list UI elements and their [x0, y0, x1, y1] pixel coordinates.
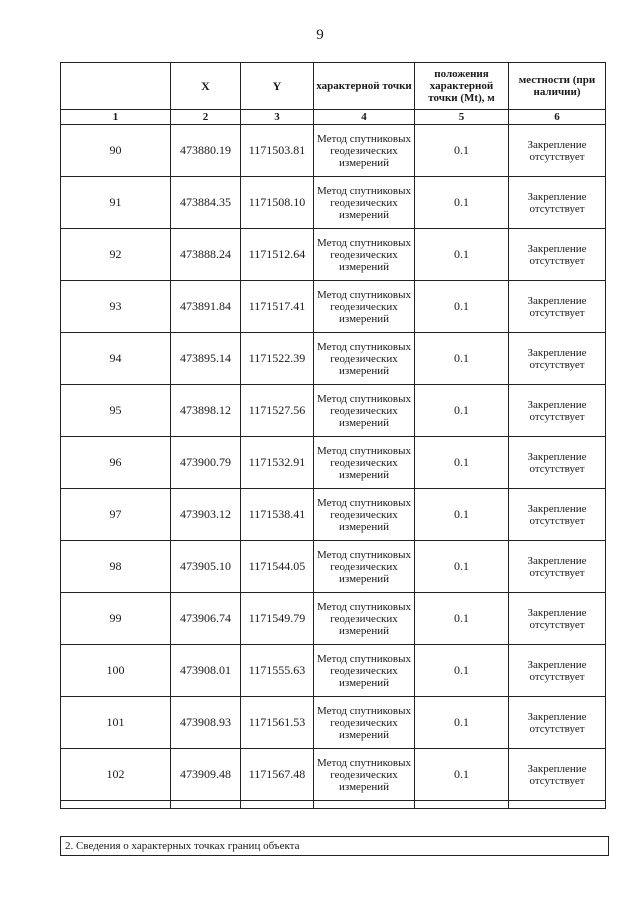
- empty-cell: [314, 801, 415, 809]
- header-cell-x: X: [171, 63, 241, 110]
- point-number-cell: 98: [61, 541, 171, 593]
- fixation-cell: Закрепление отсутствует: [509, 697, 606, 749]
- fixation-cell: Закрепление отсутствует: [509, 333, 606, 385]
- x-coordinate-cell: 473891.84: [171, 281, 241, 333]
- y-coordinate-cell: 1171561.53: [241, 697, 314, 749]
- point-number-cell: 92: [61, 229, 171, 281]
- table-row: [61, 489, 606, 541]
- x-coordinate-cell: 473888.24: [171, 229, 241, 281]
- method-cell: Метод спутниковых геодезических измерений: [314, 125, 415, 177]
- accuracy-cell: 0.1: [415, 229, 509, 281]
- table-row: [61, 125, 606, 177]
- point-number-cell: 90: [61, 125, 171, 177]
- accuracy-cell: 0.1: [415, 645, 509, 697]
- method-cell: Метод спутниковых геодезических измерений: [314, 645, 415, 697]
- header-cell-method: характерной точки: [314, 63, 415, 110]
- fixation-cell: Закрепление отсутствует: [509, 229, 606, 281]
- method-cell: Метод спутниковых геодезических измерений: [314, 333, 415, 385]
- point-number-cell: 100: [61, 645, 171, 697]
- table-row: [61, 697, 606, 749]
- accuracy-cell: 0.1: [415, 489, 509, 541]
- fixation-cell: Закрепление отсутствует: [509, 749, 606, 801]
- point-number-cell: 95: [61, 385, 171, 437]
- x-coordinate-cell: 473898.12: [171, 385, 241, 437]
- empty-cell: [415, 801, 509, 809]
- y-coordinate-cell: 1171549.79: [241, 593, 314, 645]
- header-cell: [61, 63, 171, 110]
- y-coordinate-cell: 1171527.56: [241, 385, 314, 437]
- y-coordinate-cell: 1171544.05: [241, 541, 314, 593]
- x-coordinate-cell: 473909.48: [171, 749, 241, 801]
- table-row: [61, 593, 606, 645]
- y-coordinate-cell: 1171555.63: [241, 645, 314, 697]
- column-number: 3: [241, 110, 314, 125]
- accuracy-cell: 0.1: [415, 385, 509, 437]
- x-coordinate-cell: 473895.14: [171, 333, 241, 385]
- header-cell-accuracy: положения характерной точки (Mt), м: [415, 63, 509, 110]
- x-coordinate-cell: 473906.74: [171, 593, 241, 645]
- empty-cell: [61, 801, 171, 809]
- table-row: [61, 177, 606, 229]
- accuracy-cell: 0.1: [415, 541, 509, 593]
- column-number: 6: [509, 110, 606, 125]
- section-title: 2. Сведения о характерных точках границ объекта: [60, 836, 609, 856]
- fixation-cell: Закрепление отсутствует: [509, 177, 606, 229]
- fixation-cell: Закрепление отсутствует: [509, 281, 606, 333]
- header-cell-y: Y: [241, 63, 314, 110]
- method-cell: Метод спутниковых геодезических измерений: [314, 489, 415, 541]
- accuracy-cell: 0.1: [415, 281, 509, 333]
- y-coordinate-cell: 1171522.39: [241, 333, 314, 385]
- point-number-cell: 96: [61, 437, 171, 489]
- accuracy-cell: 0.1: [415, 593, 509, 645]
- method-cell: Метод спутниковых геодезических измерений: [314, 437, 415, 489]
- table-row: [61, 749, 606, 801]
- y-coordinate-cell: 1171508.10: [241, 177, 314, 229]
- header-cell-fixation: местности (при наличии): [509, 63, 606, 110]
- x-coordinate-cell: 473884.35: [171, 177, 241, 229]
- column-number: 1: [61, 110, 171, 125]
- accuracy-cell: 0.1: [415, 437, 509, 489]
- table-header-row: [61, 63, 606, 110]
- method-cell: Метод спутниковых геодезических измерений: [314, 593, 415, 645]
- accuracy-cell: 0.1: [415, 749, 509, 801]
- table-row: [61, 437, 606, 489]
- accuracy-cell: 0.1: [415, 125, 509, 177]
- point-number-cell: 91: [61, 177, 171, 229]
- empty-cell: [241, 801, 314, 809]
- column-number: 2: [171, 110, 241, 125]
- point-number-cell: 93: [61, 281, 171, 333]
- table-row: [61, 229, 606, 281]
- method-cell: Метод спутниковых геодезических измерений: [314, 697, 415, 749]
- method-cell: Метод спутниковых геодезических измерений: [314, 281, 415, 333]
- x-coordinate-cell: 473903.12: [171, 489, 241, 541]
- fixation-cell: Закрепление отсутствует: [509, 645, 606, 697]
- table-row: [61, 385, 606, 437]
- y-coordinate-cell: 1171517.41: [241, 281, 314, 333]
- method-cell: Метод спутниковых геодезических измерений: [314, 385, 415, 437]
- x-coordinate-cell: 473908.01: [171, 645, 241, 697]
- accuracy-cell: 0.1: [415, 333, 509, 385]
- fixation-cell: Закрепление отсутствует: [509, 385, 606, 437]
- table-row: [61, 541, 606, 593]
- point-number-cell: 101: [61, 697, 171, 749]
- table-row: [61, 645, 606, 697]
- fixation-cell: Закрепление отсутствует: [509, 541, 606, 593]
- y-coordinate-cell: 1171512.64: [241, 229, 314, 281]
- point-number-cell: 94: [61, 333, 171, 385]
- method-cell: Метод спутниковых геодезических измерений: [314, 749, 415, 801]
- y-coordinate-cell: 1171532.91: [241, 437, 314, 489]
- fixation-cell: Закрепление отсутствует: [509, 593, 606, 645]
- point-number-cell: 99: [61, 593, 171, 645]
- point-number-cell: 97: [61, 489, 171, 541]
- table-body: [61, 125, 606, 809]
- y-coordinate-cell: 1171503.81: [241, 125, 314, 177]
- method-cell: Метод спутниковых геодезических измерений: [314, 541, 415, 593]
- fixation-cell: Закрепление отсутствует: [509, 437, 606, 489]
- y-coordinate-cell: 1171538.41: [241, 489, 314, 541]
- empty-cell: [509, 801, 606, 809]
- x-coordinate-cell: 473900.79: [171, 437, 241, 489]
- x-coordinate-cell: 473908.93: [171, 697, 241, 749]
- column-number: 4: [314, 110, 415, 125]
- point-number-cell: 102: [61, 749, 171, 801]
- accuracy-cell: 0.1: [415, 697, 509, 749]
- coordinates-table: [60, 62, 606, 809]
- fixation-cell: Закрепление отсутствует: [509, 125, 606, 177]
- table-row: [61, 333, 606, 385]
- page-number: 9: [316, 27, 324, 43]
- fixation-cell: Закрепление отсутствует: [509, 489, 606, 541]
- table-column-numbers-row: [61, 110, 606, 125]
- empty-cell: [171, 801, 241, 809]
- table-spacer-row: [61, 801, 606, 809]
- column-number: 5: [415, 110, 509, 125]
- method-cell: Метод спутниковых геодезических измерений: [314, 177, 415, 229]
- y-coordinate-cell: 1171567.48: [241, 749, 314, 801]
- method-cell: Метод спутниковых геодезических измерений: [314, 229, 415, 281]
- accuracy-cell: 0.1: [415, 177, 509, 229]
- x-coordinate-cell: 473880.19: [171, 125, 241, 177]
- table-row: [61, 281, 606, 333]
- x-coordinate-cell: 473905.10: [171, 541, 241, 593]
